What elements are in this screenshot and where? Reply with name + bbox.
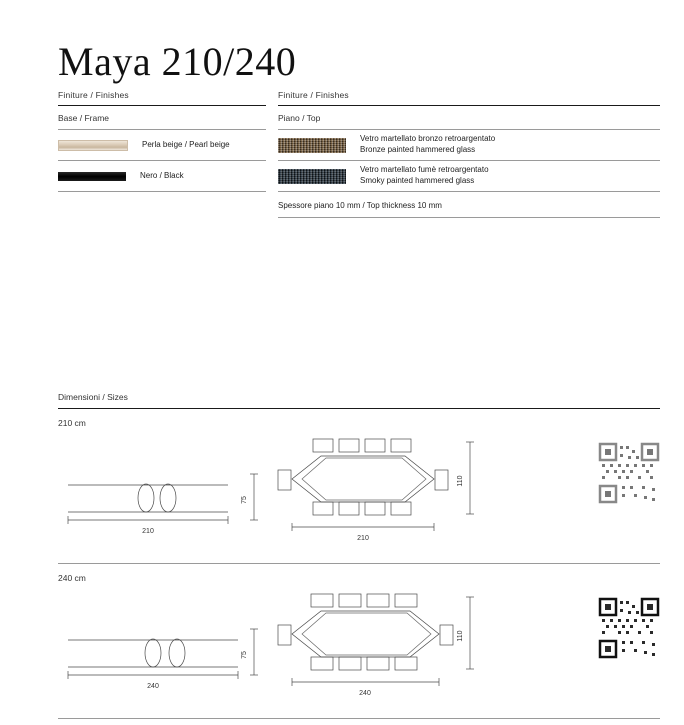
finish-label-it: Vetro martellato fumè retroargentato <box>360 165 489 175</box>
qr-code-240[interactable] <box>598 597 660 659</box>
left-section-heading: Finiture / Finishes <box>58 90 129 100</box>
dimensions-section <box>58 392 660 719</box>
drawing-block-210 <box>58 428 660 563</box>
pearl-beige-swatch <box>58 140 128 151</box>
finish-row <box>278 130 660 160</box>
dimensions-rule-210 <box>58 563 660 564</box>
side-width-label-240: 240 <box>147 683 159 690</box>
right-note-rule <box>278 217 660 218</box>
frame-finishes-section <box>58 90 266 192</box>
top-width-label-240: 240 <box>359 690 371 697</box>
finish-label: Perla beige / Pearl beige <box>142 139 230 149</box>
top-width-label-210: 210 <box>357 535 369 542</box>
technical-drawing-240 <box>58 583 660 713</box>
finish-row <box>278 161 660 191</box>
dimensions-heading-rule <box>58 408 660 409</box>
dimensions-rule-240 <box>58 718 660 719</box>
finish-label <box>360 134 495 156</box>
left-subheading: Base / Frame <box>58 113 110 123</box>
finish-label-en: Bronze painted hammered glass <box>360 145 476 154</box>
black-swatch <box>58 172 126 181</box>
depth-label-240: 110 <box>457 630 464 642</box>
model-label-240: 240 cm <box>58 573 86 583</box>
finish-row <box>58 161 266 191</box>
side-width-label-210: 210 <box>142 528 154 535</box>
finish-label-it: Vetro martellato bronzo retroargentato <box>360 134 496 144</box>
qr-code-210[interactable] <box>598 442 660 504</box>
depth-label-210: 110 <box>457 475 464 487</box>
smoky-hammered-glass-swatch <box>278 169 346 184</box>
right-subheading: Piano / Top <box>278 113 321 123</box>
finish-row <box>58 130 266 160</box>
dimensions-heading: Dimensioni / Sizes <box>58 392 128 402</box>
page-title: Maya 210/240 <box>58 39 297 84</box>
height-label-240: 75 <box>241 651 248 659</box>
bronze-hammered-glass-swatch <box>278 138 346 153</box>
height-label-210: 75 <box>241 496 248 504</box>
top-thickness-note: Spessore piano 10 mm / Top thickness 10 mm <box>278 201 442 210</box>
right-section-heading: Finiture / Finishes <box>278 90 349 100</box>
finish-label <box>360 165 489 187</box>
finish-label: Nero / Black <box>140 170 184 180</box>
model-label-210: 210 cm <box>58 418 86 428</box>
left-row-rule-2 <box>58 191 266 192</box>
top-finishes-section <box>278 90 660 218</box>
drawing-block-240 <box>58 583 660 718</box>
technical-drawing-210 <box>58 428 660 558</box>
finish-label-en: Smoky painted hammered glass <box>360 176 475 185</box>
